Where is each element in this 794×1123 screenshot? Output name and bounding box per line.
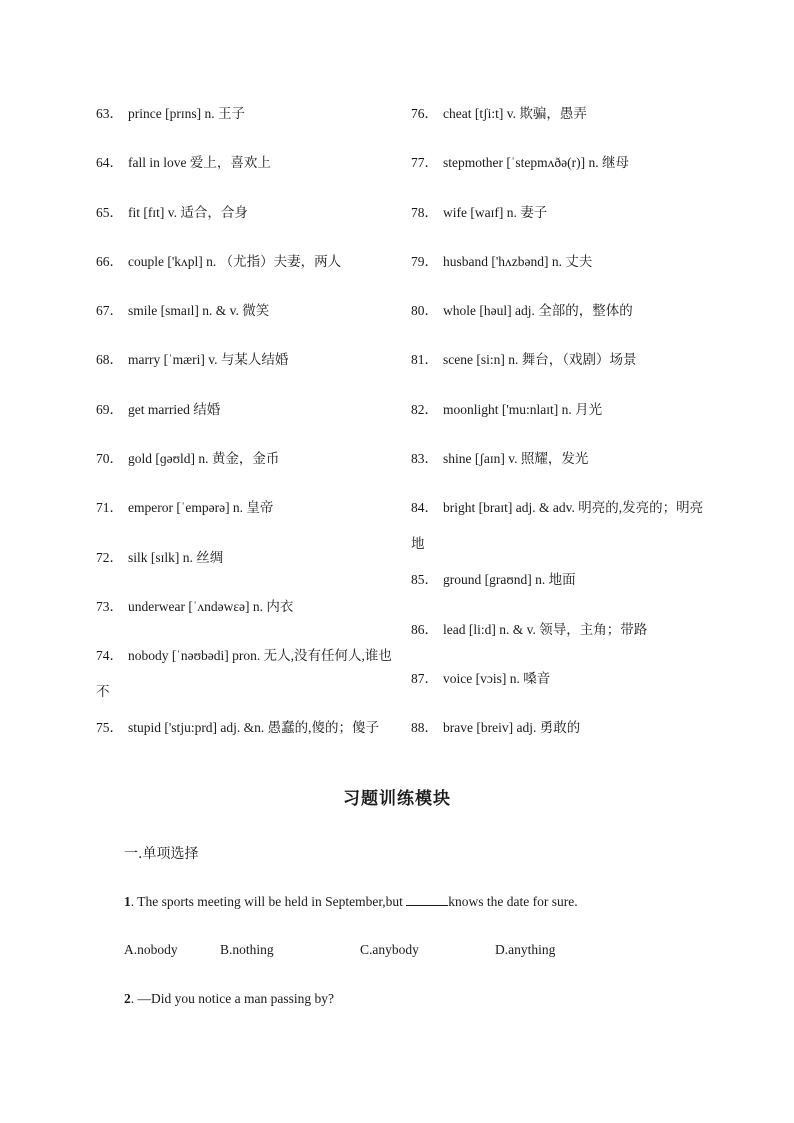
entry-number: 73． [96, 598, 123, 614]
entry-text: silk [sɪlk] n. 丝绸 [128, 549, 224, 565]
vocab-entry [411, 195, 711, 244]
vocab-entry [96, 638, 396, 710]
entry-text: brave [breiv] adj. 勇敢的 [443, 720, 581, 736]
exercise-heading: 一.单项选择 [124, 846, 199, 862]
entry-text: whole [həul] adj. 全部的，整体的 [443, 303, 633, 319]
vocab-entry [96, 293, 396, 342]
entry-number: 65． [96, 204, 123, 220]
entry-text: fit [fɪt] v. 适合，合身 [128, 204, 248, 220]
vocab-entry [411, 293, 711, 342]
entry-number: 74． [96, 648, 123, 664]
entry-number: 80． [411, 303, 438, 319]
vocab-column-right [411, 96, 711, 760]
vocab-entry [96, 589, 396, 638]
vocab-entry [411, 342, 711, 391]
option-a[interactable]: A.nobody [124, 942, 178, 957]
entry-text: couple ['kʌpl] n. （尤指）夫妻，两人 [128, 253, 342, 269]
vocab-entry [96, 244, 396, 293]
vocab-entry [411, 96, 711, 145]
vocab-entry [96, 441, 396, 490]
entry-number: 66． [96, 253, 123, 269]
entry-number: 79． [411, 253, 438, 269]
section-title: 习题训练模块 [343, 789, 451, 809]
vocab-entry [411, 145, 711, 194]
entry-text: prince [prɪns] n. 王子 [128, 106, 245, 121]
entry-text: marry [ˈmæri] v. 与某人结婚 [128, 352, 289, 368]
entry-text: smile [smaɪl] n. & v. 微笑 [128, 303, 270, 319]
entry-number: 78． [411, 204, 438, 220]
entry-number: 72． [96, 549, 123, 565]
entry-text: emperor [ˈempərə] n. 皇帝 [128, 500, 274, 516]
entry-text: get married 结婚 [128, 401, 221, 417]
vocab-entry [411, 710, 711, 759]
entry-number: 63． [96, 106, 123, 121]
answer-blank[interactable] [406, 893, 448, 906]
entry-number: 69． [96, 401, 123, 417]
question-number: 2 [124, 991, 131, 1006]
vocab-entry [96, 540, 396, 589]
entry-number: 81． [411, 352, 438, 368]
entry-text: underwear [ˈʌndəwɛə] n. 内衣 [128, 598, 294, 614]
entry-text: stepmother [ˈstepmʌðə(r)] n. 继母 [443, 155, 629, 171]
question-number: 1 [124, 894, 131, 909]
entry-text: nobody [ˈnəʊbədi] pron. 无人,没有任何人,谁也不 [96, 648, 392, 700]
entry-number: 76． [411, 106, 438, 121]
question-text: . The sports meeting will be held in September,but [130, 894, 407, 909]
entry-number: 77． [411, 155, 438, 171]
vocab-entry [411, 392, 711, 441]
vocab-entry [411, 441, 711, 490]
vocab-entry [96, 392, 396, 441]
entry-text: lead [li:d] n. & v. 领导，主角；带路 [443, 621, 648, 637]
entry-number: 85． [411, 572, 438, 588]
entry-text: gold [ɡəʊld] n. 黄金，金币 [128, 451, 280, 467]
entry-number: 75． [96, 720, 123, 736]
vocab-column-left [96, 96, 396, 760]
question-text-end: knows the date for sure. [448, 894, 578, 909]
entry-number: 87． [411, 670, 438, 686]
option-d[interactable]: D.anything [495, 942, 556, 957]
vocab-entry [96, 342, 396, 391]
vocab-entry [411, 661, 711, 710]
entry-number: 88． [411, 720, 438, 736]
option-b[interactable]: B.nothing [220, 942, 274, 957]
vocab-entry [96, 145, 396, 194]
question-2 [124, 991, 334, 1007]
entry-text: voice [vɔis] n. 嗓音 [443, 670, 551, 686]
vocab-entry [96, 710, 396, 759]
entry-number: 70． [96, 451, 123, 467]
entry-text: ground [graʊnd] n. 地面 [443, 572, 576, 588]
entry-number: 71． [96, 500, 123, 516]
entry-number: 68． [96, 352, 123, 368]
entry-text: scene [si:n] n. 舞台，（戏剧）场景 [443, 352, 637, 368]
entry-number: 86． [411, 621, 438, 637]
entry-text: fall in love 爱上，喜欢上 [128, 155, 271, 171]
entry-text: wife [waɪf] n. 妻子 [443, 204, 548, 220]
question-1 [124, 893, 578, 910]
entry-text: stupid ['stju:prd] adj. &n. 愚蠢的,傻的；傻子 [128, 720, 380, 736]
entry-text: bright [braɪt] adj. & adv. 明亮的,发亮的；明亮地 [411, 500, 704, 552]
entry-number: 83． [411, 451, 438, 467]
vocab-entry [411, 612, 711, 661]
entry-number: 84． [411, 500, 438, 516]
vocab-entry [96, 96, 396, 145]
question-text: . —Did you notice a man passing by? [130, 991, 334, 1006]
entry-text: cheat [tʃi:t] v. 欺骗，愚弄 [443, 106, 587, 121]
entry-number: 82． [411, 401, 438, 417]
entry-text: moonlight ['mu:nlaɪt] n. 月光 [443, 401, 603, 417]
option-c[interactable]: C.anybody [360, 942, 419, 957]
entry-number: 67． [96, 303, 123, 319]
vocab-entry [411, 490, 711, 562]
vocab-entry [96, 195, 396, 244]
entry-text: shine [ʃaɪn] v. 照耀，发光 [443, 451, 589, 467]
vocab-entry [411, 562, 711, 611]
entry-number: 64． [96, 155, 123, 171]
vocab-entry [411, 244, 711, 293]
entry-text: husband ['hʌzbənd] n. 丈夫 [443, 253, 593, 269]
vocab-entry [96, 490, 396, 539]
